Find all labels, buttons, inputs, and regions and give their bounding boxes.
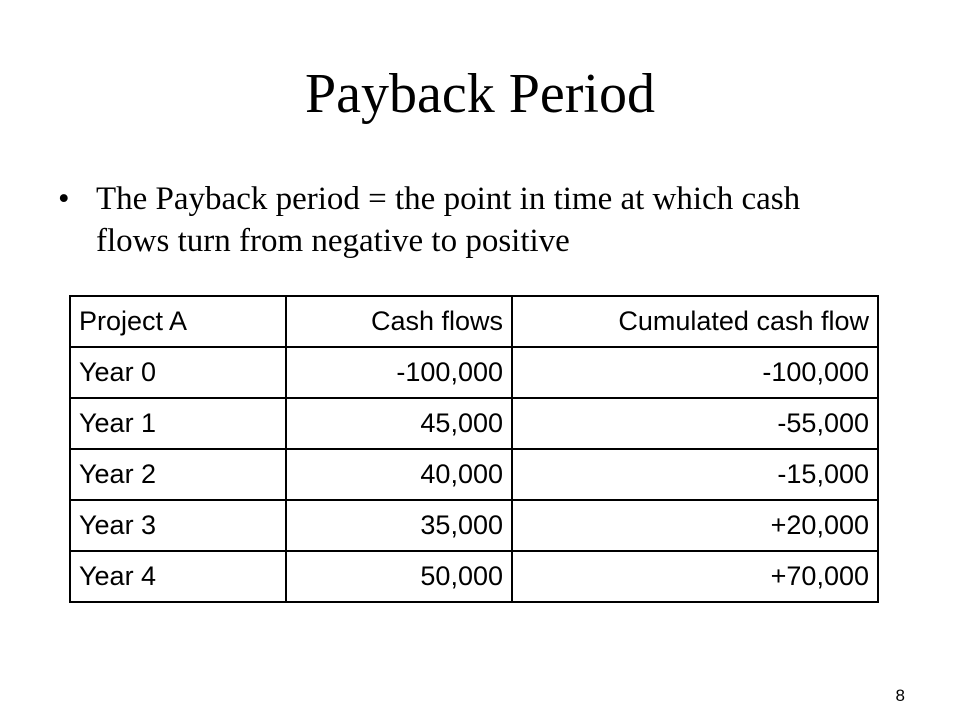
header-cumulated-cash-flow: Cumulated cash flow	[512, 296, 878, 347]
year-cell: Year 3	[70, 500, 286, 551]
cash-flow-cell: 35,000	[286, 500, 512, 551]
header-cash-flows: Cash flows	[286, 296, 512, 347]
header-project: Project A	[70, 296, 286, 347]
table-row	[70, 449, 878, 500]
year-cell: Year 2	[70, 449, 286, 500]
page-number: 8	[895, 686, 905, 705]
slide-title: Payback Period	[305, 63, 655, 125]
table-header-row	[70, 296, 878, 347]
cumulated-cash-flow-cell: -100,000	[512, 347, 878, 398]
table-row	[70, 551, 878, 602]
bullet-text: The Payback period = the point in time at which cash flows turn from negative to positive	[96, 181, 801, 259]
bullet-icon: •	[58, 181, 70, 217]
cash-flow-cell: 50,000	[286, 551, 512, 602]
cumulated-cash-flow-cell: -55,000	[512, 398, 878, 449]
year-cell: Year 0	[70, 347, 286, 398]
table-row	[70, 347, 878, 398]
cash-flow-cell: 40,000	[286, 449, 512, 500]
cash-flow-cell: -100,000	[286, 347, 512, 398]
cash-flow-cell: 45,000	[286, 398, 512, 449]
table-row	[70, 500, 878, 551]
table-row	[70, 398, 878, 449]
year-cell: Year 1	[70, 398, 286, 449]
cumulated-cash-flow-cell: +20,000	[512, 500, 878, 551]
cumulated-cash-flow-cell: +70,000	[512, 551, 878, 602]
year-cell: Year 4	[70, 551, 286, 602]
cumulated-cash-flow-cell: -15,000	[512, 449, 878, 500]
cash-flow-table	[69, 295, 879, 603]
